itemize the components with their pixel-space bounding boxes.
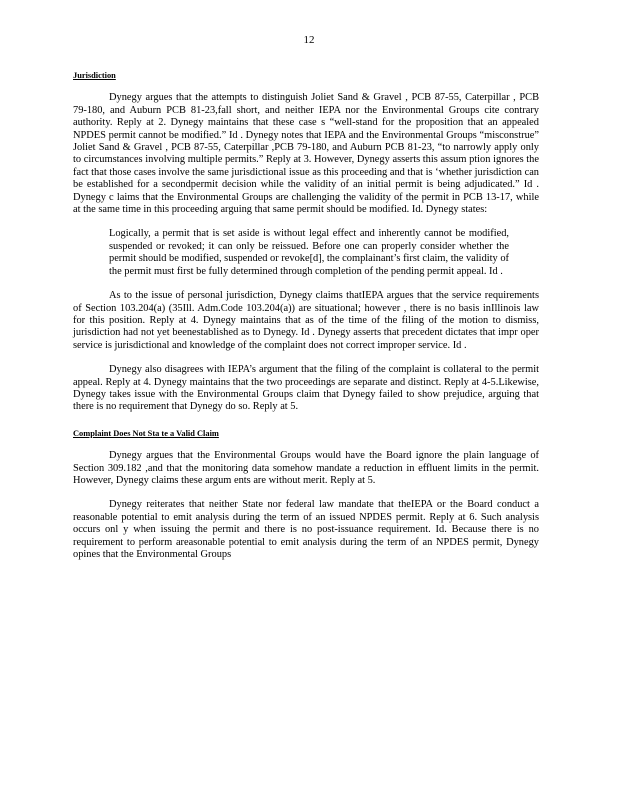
paragraph: As to the issue of personal jurisdiction, Dynegy claims thatIEPA argues that the service requirements of Section 103.204(a) (35Ill. Adm.Code 103.204(a)) are situational; however , there is no basis inIllinois law for this position. Reply at 4. Dynegy maintains that as of the time of the filing of the motion to dismiss, jurisdiction had not yet beenestablished as to Dynegy. Id . Dynegy asserts that precedent dictates that impr oper service is jurisdictional and knowledge of the complaint does not correct improper service. Id . <box>73 290 539 351</box>
section-heading-jurisdiction: Jurisdiction <box>73 71 116 80</box>
paragraph: Dynegy argues that the attempts to distinguish Joliet Sand & Gravel , PCB 87-55, Caterpillar , PCB 79-180, and Auburn PCB 81-23,fall short, and neither IEPA nor the Environmental Groups cite contrary authority. Reply at 2. Dynegy maintains that these case s “well-stand for the proposition that an appealed NPDES permit cannot be modified.” Id . Dynegy notes that IEPA and the Environmental Groups “misconstrue” Joliet Sand & Gravel , PCB 87-55, Caterpillar ,PCB 79-180, and Auburn PCB 81-23, “to narrowly apply only to circumstances involving multiple permits.” Reply at 3. However, Dynegy asserts this assum ption ignores the fact that those cases involve the same jurisdictional issue as this proceeding and that is ‘whether jurisdiction can be established for a secondpermit decision while the validity of an initial permit is being adjudicated.” Id . Dynegy c laims that the Environmental Groups are challenging the validity of the permit in PCB 13-17, while at the same time in this proceeding arguing that same permit should be modified. Id. Dynegy states: <box>73 92 540 216</box>
page-number: 12 <box>303 34 315 46</box>
paragraph: Dynegy also disagrees with IEPA’s argument that the filing of the complaint is collateral to the permit appeal. Reply at 4. Dynegy maintains that the two proceedings are separate and distinct. Reply at 4-5.Likewise, Dynegy takes issue with the Environmental Groups claim that Dynegy failed to show prejudice, arguing that there is no requirement that Dynegy do so. Reply at 5. <box>73 364 539 413</box>
document-body <box>73 70 539 573</box>
paragraph: Dynegy argues that the Environmental Groups would have the Board ignore the plain language of Section 309.182 ,and that the monitoring data somehow mandate a reduction in effluent limits in the permit. However, Dynegy claims these argum ents are without merit. Reply at 5. <box>73 450 539 486</box>
paragraph: Dynegy reiterates that neither State nor federal law mandate that theIEPA or the Board conduct a reasonable potential to emit analysis during the term of an issued NPDES permit. Reply at 6. Such analysis occurs onl y when issuing the permit and there is no post-issuance requirement. Id. Because there is no requirement to perform areasonable potential to emit analysis during the term of an NPDES permit, Dynegy opines that the Environmental Groups <box>73 499 539 560</box>
block-quote: Logically, a permit that is set aside is without legal effect and inherently cannot be modified, suspended or revoked; it can only be reissued. Before one can properly consider whether the permit should be modified, suspended or revoke[d], the complainant’s first claim, the validity of the permit must first be fully determined through completion of the pending permit appeal. Id . <box>109 228 509 277</box>
section-heading-complaint: Complaint Does Not Sta te a Valid Claim <box>73 428 219 438</box>
